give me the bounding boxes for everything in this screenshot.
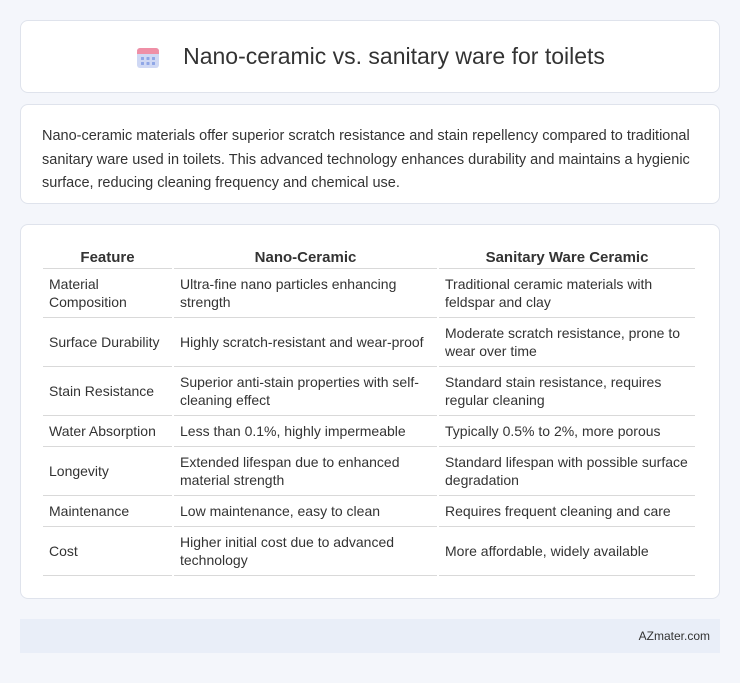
nano-ceramic-cell: Ultra-fine nano particles enhancing strength bbox=[174, 269, 437, 318]
calendar-icon bbox=[135, 44, 161, 70]
table-row bbox=[43, 367, 695, 416]
table-row bbox=[43, 416, 695, 447]
table-row bbox=[43, 496, 695, 527]
feature-cell: Surface Durability bbox=[43, 318, 172, 367]
intro-paragraph: Nano-ceramic materials offer superior scratch resistance and stain repellency compared to traditional sanitary ware used in toilets. This advanced technology enhances durability and maintains a hygienic surface, reducing cleaning frequency and chemical use. bbox=[42, 128, 690, 191]
column-header-nano-ceramic: Nano-Ceramic bbox=[174, 245, 437, 269]
sanitary-ware-cell: Standard stain resistance, requires regular cleaning bbox=[439, 367, 695, 416]
footer bbox=[20, 619, 720, 653]
table-row bbox=[43, 318, 695, 367]
feature-cell: Longevity bbox=[43, 447, 172, 496]
feature-cell: Stain Resistance bbox=[43, 367, 172, 416]
feature-cell: Material Composition bbox=[43, 269, 172, 318]
footer-site-name: AZmater.com bbox=[638, 629, 710, 643]
nano-ceramic-cell: Less than 0.1%, highly impermeable bbox=[174, 416, 437, 447]
comparison-table-card bbox=[20, 224, 720, 599]
nano-ceramic-cell: Superior anti-stain properties with self-cleaning effect bbox=[174, 367, 437, 416]
sanitary-ware-cell: Requires frequent cleaning and care bbox=[439, 496, 695, 527]
page-title: Nano-ceramic vs. sanitary ware for toilets bbox=[183, 43, 605, 69]
nano-ceramic-cell: Highly scratch-resistant and wear-proof bbox=[174, 318, 437, 367]
feature-cell: Maintenance bbox=[43, 496, 172, 527]
comparison-table bbox=[41, 245, 697, 576]
nano-ceramic-cell: Extended lifespan due to enhanced material strength bbox=[174, 447, 437, 496]
sanitary-ware-cell: Standard lifespan with possible surface degradation bbox=[439, 447, 695, 496]
sanitary-ware-cell: Typically 0.5% to 2%, more porous bbox=[439, 416, 695, 447]
sanitary-ware-cell: Moderate scratch resistance, prone to wear over time bbox=[439, 318, 695, 367]
feature-cell: Cost bbox=[43, 527, 172, 576]
table-row bbox=[43, 447, 695, 496]
nano-ceramic-cell: Higher initial cost due to advanced technology bbox=[174, 527, 437, 576]
sanitary-ware-cell: Traditional ceramic materials with feldspar and clay bbox=[439, 269, 695, 318]
intro-card bbox=[20, 104, 720, 204]
feature-cell: Water Absorption bbox=[43, 416, 172, 447]
title-card bbox=[20, 20, 720, 93]
nano-ceramic-cell: Low maintenance, easy to clean bbox=[174, 496, 437, 527]
table-header-row bbox=[43, 245, 695, 269]
table-row bbox=[43, 527, 695, 576]
column-header-feature: Feature bbox=[43, 245, 172, 269]
sanitary-ware-cell: More affordable, widely available bbox=[439, 527, 695, 576]
table-row bbox=[43, 269, 695, 318]
column-header-sanitary-ware: Sanitary Ware Ceramic bbox=[439, 245, 695, 269]
